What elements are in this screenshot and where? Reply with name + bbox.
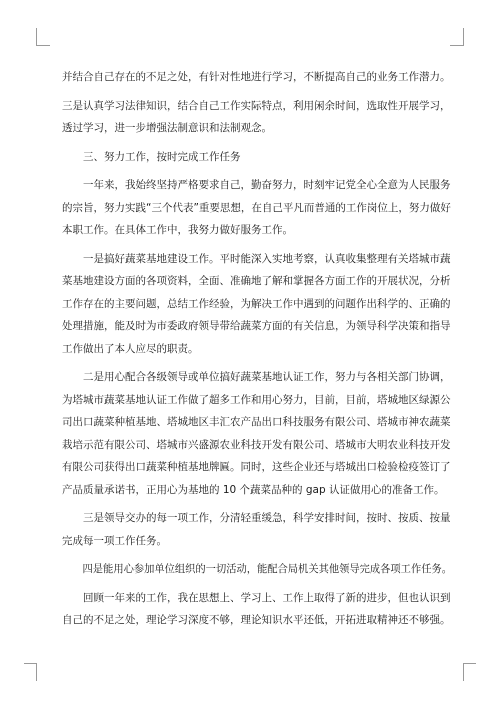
text-line: 回顾一年来的工作，我在思想上、学习上、工作上取得了新的进步，但也认识到	[62, 591, 451, 604]
crop-mark-top-left-h	[36, 45, 50, 46]
paragraph	[62, 558, 452, 581]
paragraph	[62, 248, 452, 361]
text-line: 并结合自己存在的不足之处，有针对性地进行学习，不断提高自己的业务工作潜力。	[62, 71, 451, 83]
crop-mark-top-left-v	[36, 28, 37, 46]
text-line: 一年来，我始终坚持严格要求自己，勤奋努力，时刻牢记党全心全意为人民服务	[62, 179, 451, 191]
text-line: 栽培示范有限公司、塔城市兴盛源农业科技开发有限公司、塔城市大明农业科技开发	[62, 438, 451, 451]
paragraph	[62, 507, 452, 552]
paragraph	[62, 174, 452, 242]
paragraph	[62, 366, 452, 501]
crop-mark-bottom-right-h	[463, 663, 476, 664]
text-line: 工作存在的主要问题，总结工作经验，为解决工作中遇到的问题作出科学的、正确的	[62, 297, 451, 310]
text-line: 有限公司获得出口蔬菜种植基地牌匾。同时，这些企业还与塔城出口检验检疫签订了	[62, 461, 451, 473]
crop-mark-bottom-right-v	[463, 663, 464, 681]
text-line: 透过学习，进一步增强法制意识和法制观念。	[62, 122, 272, 134]
paragraph	[62, 66, 452, 89]
text-line: 一是搞好蔬菜基地建设工作。平时能深入实地考察，认真收集整理有关塔城市蔬	[62, 252, 451, 265]
text-line: 三是领导交办的每一项工作，分清轻重缓急，科学安排时间，按时、按质、按量	[62, 512, 451, 524]
text-line: 三是认真学习法律知识，结合自己工作实际特点，利用闲余时间，选取性开展学习，	[62, 99, 451, 112]
document-body	[62, 66, 452, 638]
text-line: 二是用心配合各级领导或单位搞好蔬菜基地认证工作，努力与各相关部门协调，	[62, 371, 451, 383]
crop-mark-top-right-v	[463, 28, 464, 46]
crop-mark-bottom-left-v	[36, 663, 37, 681]
text-line: 菜基地建设方面的各项资料，全面、准确地了解和掌握各方面工作的开展状况，分析	[62, 275, 451, 287]
text-line: 三、努力工作，按时完成工作任务	[62, 150, 241, 163]
text-line: 四是能用心参加单位组织的一切活动，能配合局机关其他领导完成各项工作任务。	[62, 563, 452, 575]
text-line: 处理措施，能及时为市委政府领导带给蔬菜方面的有关信息，为领导科学决策和指导	[62, 320, 451, 332]
text-line: 产品质量承诺书，正用心为基地的 10 个蔬菜品种的 gap 认证做用心的准备工作。	[62, 483, 445, 496]
crop-mark-top-right-h	[450, 45, 464, 46]
text-line: 本职工作。在具体工作中，我努力做好服务工作。	[62, 224, 293, 236]
paragraph	[62, 95, 452, 140]
text-line: 的宗旨，努力实践“三个代表”重要思想，在自己平凡而普通的工作岗位上，努力做好	[62, 201, 451, 214]
text-line: 司出口蔬菜种植基地、塔城地区丰汇农产品出口科技服务有限公司、塔城市神农蔬菜	[62, 416, 451, 428]
paragraph	[62, 587, 452, 632]
text-line: 工作做出了本人应尽的职责。	[62, 342, 199, 355]
text-line: 为塔城市蔬菜基地认证工作做了超多工作和用心努力，目前，目前，塔城地区绿源公	[62, 393, 451, 406]
section-heading	[62, 146, 452, 169]
text-line: 完成每一项工作任务。	[62, 534, 167, 547]
text-line: 自己的不足之处，理论学习深度不够，理论知识水平还低，开拓进取精神还不够强。	[62, 614, 451, 626]
